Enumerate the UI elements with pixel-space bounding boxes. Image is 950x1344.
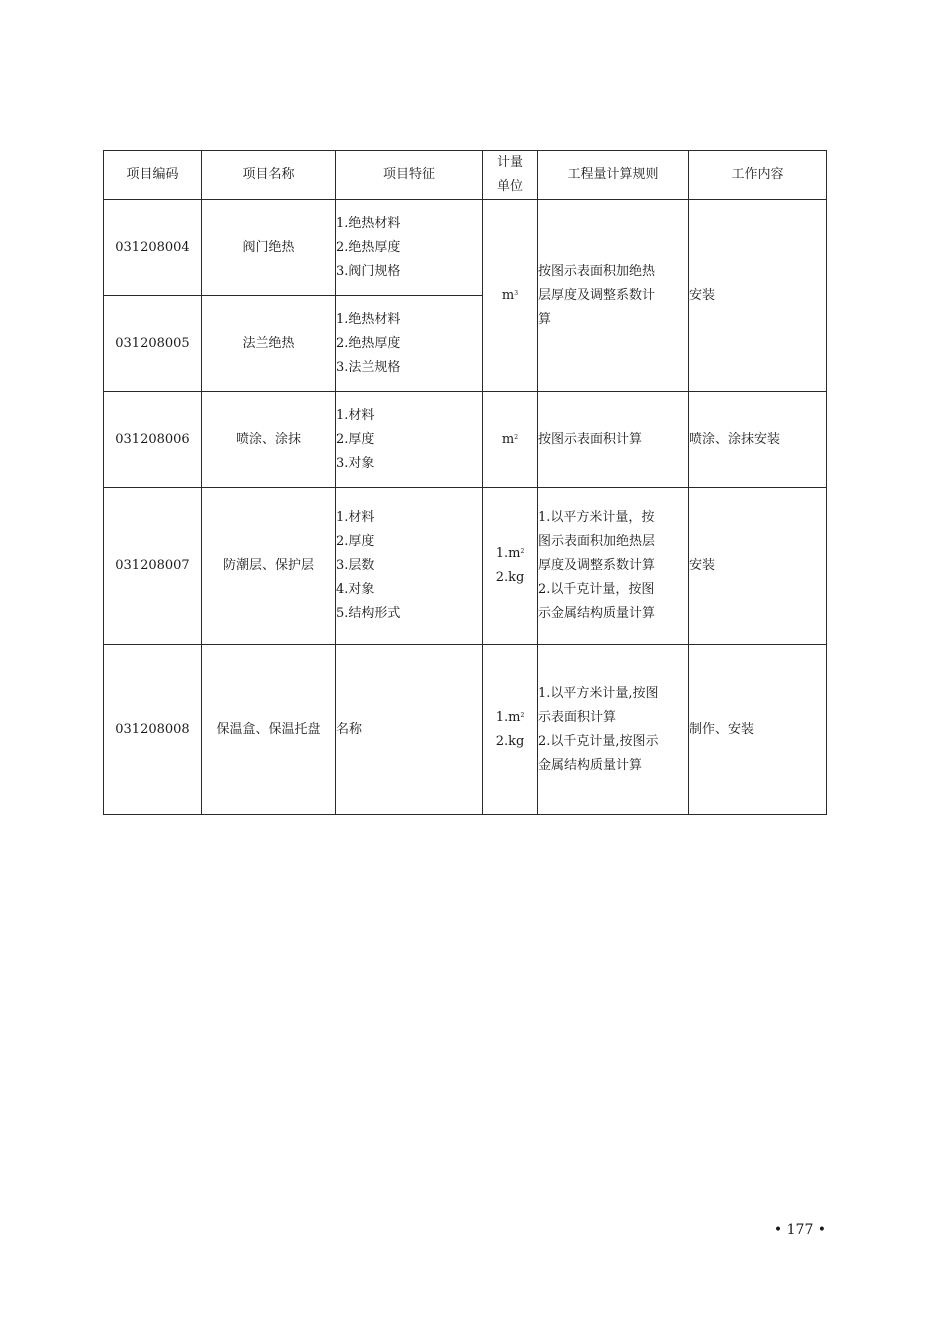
rule-line: 金属结构质量计算 (538, 757, 643, 773)
row-features (336, 645, 483, 815)
feature-item: 2.绝热厚度 (336, 239, 401, 255)
feature-item: 4.对象 (336, 582, 375, 597)
row-features (336, 488, 483, 645)
unit-line (483, 706, 537, 730)
row-name: 法兰绝热 (202, 296, 336, 392)
row-features (336, 392, 483, 488)
row-content: 安装 (689, 488, 827, 645)
feature-item: 1.材料 (336, 510, 375, 525)
feature-item: 1.绝热材料 (336, 311, 401, 327)
rule-line: 厚度及调整系数计算 (538, 558, 656, 573)
rule-line: 算 (538, 311, 552, 327)
header-features: 项目特征 (336, 151, 483, 200)
merged-content: 安装 (689, 200, 827, 392)
feature-item: 5.结构形式 (336, 606, 401, 621)
unit-value: 1.m (495, 709, 521, 725)
rule-line: 按图示表面积加绝热 (538, 263, 656, 279)
merged-unit (483, 200, 538, 392)
rule-line: 层厚度及调整系数计 (538, 287, 656, 303)
unit-value: 2.kg (495, 570, 525, 585)
row-content: 喷涂、涂抹安装 (689, 392, 827, 488)
spec-table (103, 150, 827, 815)
feature-item: 名称 (336, 721, 363, 737)
row-unit (483, 645, 538, 815)
rule-line: 示表面积计算 (538, 709, 617, 725)
unit-superscript: 2 (520, 548, 525, 555)
row-rule: 按图示表面积计算 (538, 392, 689, 488)
row-unit (483, 392, 538, 488)
table-row (104, 645, 827, 815)
feature-item: 1.材料 (336, 407, 375, 423)
rule-line: 2.以千克计量，按图 (538, 582, 655, 597)
unit-superscript: 3 (514, 289, 519, 297)
feature-item: 3.阀门规格 (336, 263, 401, 279)
row-name: 保温盒、保温托盘 (202, 645, 336, 815)
header-row (104, 151, 827, 200)
row-name: 喷涂、涂抹 (202, 392, 336, 488)
feature-item: 1.绝热材料 (336, 215, 401, 231)
feature-item: 3.法兰规格 (336, 359, 401, 375)
feature-item: 2.厚度 (336, 534, 375, 549)
row-features (336, 200, 483, 296)
row-code: 031208004 (104, 200, 202, 296)
table-row (104, 392, 827, 488)
feature-item: 3.层数 (336, 558, 375, 573)
header-rule: 工程量计算规则 (538, 151, 689, 200)
unit-superscript: 2 (520, 711, 525, 719)
header-unit-line1: 计量 (496, 155, 523, 170)
unit-value: 1.m (495, 546, 521, 561)
unit-value: m (501, 287, 515, 303)
rule-line: 图示表面积加绝热层 (538, 534, 656, 549)
row-content: 制作、安装 (689, 645, 827, 815)
header-content: 工作内容 (689, 151, 827, 200)
rule-line: 1.以平方米计量,按图 (538, 685, 659, 701)
row-unit (483, 488, 538, 645)
row-rule (538, 645, 689, 815)
table-row (104, 200, 827, 296)
row-name: 阀门绝热 (202, 200, 336, 296)
row-code: 031208005 (104, 296, 202, 392)
unit-value: 2.kg (495, 733, 525, 749)
header-code: 项目编码 (104, 151, 202, 200)
header-name: 项目名称 (202, 151, 336, 200)
unit-value: m (501, 431, 515, 447)
feature-item: 3.对象 (336, 455, 375, 471)
header-unit (483, 151, 538, 200)
row-name: 防潮层、保护层 (202, 488, 336, 645)
merged-rule (538, 200, 689, 392)
row-features (336, 296, 483, 392)
rule-line: 2.以千克计量,按图示 (538, 733, 659, 749)
row-code: 031208008 (104, 645, 202, 815)
row-code: 031208006 (104, 392, 202, 488)
rule-line: 1.以平方米计量，按 (538, 510, 655, 525)
header-unit-line2: 单位 (496, 179, 523, 194)
row-code: 031208007 (104, 488, 202, 645)
rule-line: 示金属结构质量计算 (538, 606, 656, 621)
row-rule (538, 488, 689, 645)
table-row (104, 488, 827, 645)
page-number: • 177 • (773, 1222, 827, 1238)
feature-item: 2.绝热厚度 (336, 335, 401, 351)
feature-item: 2.厚度 (336, 431, 375, 447)
unit-line (483, 542, 537, 566)
unit-superscript: 2 (514, 433, 519, 441)
